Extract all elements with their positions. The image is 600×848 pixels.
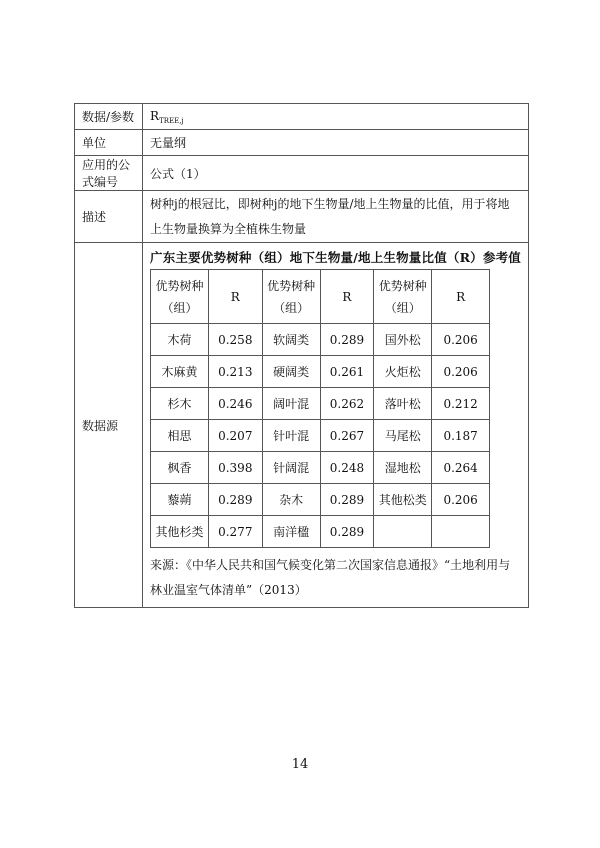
description-label: 描述 bbox=[75, 191, 143, 243]
r-value-cell bbox=[432, 516, 490, 548]
r-value-cell: 0.289 bbox=[320, 484, 374, 516]
table-row bbox=[151, 388, 490, 420]
species-cell: 国外松 bbox=[374, 324, 432, 356]
table-row bbox=[151, 516, 490, 548]
r-value-cell: 0.258 bbox=[208, 324, 262, 356]
r-value-cell: 0.207 bbox=[208, 420, 262, 452]
header-r: R bbox=[208, 270, 262, 324]
reference-table-title: 广东主要优势树种（组）地下生物量/地上生物量比值（R）参考值 bbox=[150, 250, 521, 265]
r-value-cell: 0.213 bbox=[208, 356, 262, 388]
table-row bbox=[151, 324, 490, 356]
table-row bbox=[151, 484, 490, 516]
page-number: 14 bbox=[291, 757, 309, 772]
table-row bbox=[151, 356, 490, 388]
r-value-cell: 0.206 bbox=[432, 356, 490, 388]
species-cell: 马尾松 bbox=[374, 420, 432, 452]
r-value-cell: 0.289 bbox=[208, 484, 262, 516]
r-value-cell: 0.267 bbox=[320, 420, 374, 452]
species-cell: 木麻黄 bbox=[151, 356, 209, 388]
header-r: R bbox=[320, 270, 374, 324]
r-value-cell: 0.289 bbox=[320, 516, 374, 548]
r-value-cell: 0.248 bbox=[320, 452, 374, 484]
header-species: 优势树种（组） bbox=[374, 270, 432, 324]
species-cell: 针叶混 bbox=[262, 420, 320, 452]
species-cell: 南洋楹 bbox=[262, 516, 320, 548]
reference-values-table bbox=[150, 269, 490, 548]
species-cell: 软阔类 bbox=[262, 324, 320, 356]
species-cell: 落叶松 bbox=[374, 388, 432, 420]
table-row bbox=[151, 420, 490, 452]
r-value-cell: 0.289 bbox=[320, 324, 374, 356]
species-cell: 杂木 bbox=[262, 484, 320, 516]
param-label: 数据/参数 bbox=[75, 104, 143, 130]
table-header-row bbox=[151, 270, 490, 324]
species-cell bbox=[374, 516, 432, 548]
species-cell: 木荷 bbox=[151, 324, 209, 356]
r-value-cell: 0.187 bbox=[432, 420, 490, 452]
param-symbol: R bbox=[150, 108, 160, 123]
table-row bbox=[151, 452, 490, 484]
species-cell: 相思 bbox=[151, 420, 209, 452]
r-value-cell: 0.398 bbox=[208, 452, 262, 484]
r-value-cell: 0.277 bbox=[208, 516, 262, 548]
row-data-source bbox=[75, 243, 529, 608]
param-subscript: TREE,j bbox=[159, 116, 184, 125]
source-note: 来源：《中华人民共和国气候变化第二次国家信息通报》“土地利用与林业温室气体清单”（2013） bbox=[150, 558, 511, 597]
species-cell: 湿地松 bbox=[374, 452, 432, 484]
formula-value: 公式（1） bbox=[143, 156, 529, 191]
species-cell: 藜蒴 bbox=[151, 484, 209, 516]
unit-value: 无量纲 bbox=[143, 130, 529, 156]
row-formula bbox=[75, 156, 529, 191]
species-cell: 其他松类 bbox=[374, 484, 432, 516]
formula-label: 应用的公式编号 bbox=[75, 156, 143, 191]
species-cell: 杉木 bbox=[151, 388, 209, 420]
species-cell: 阔叶混 bbox=[262, 388, 320, 420]
species-cell: 针阔混 bbox=[262, 452, 320, 484]
data-source-label: 数据源 bbox=[75, 243, 143, 608]
row-description bbox=[75, 191, 529, 243]
header-r: R bbox=[432, 270, 490, 324]
species-cell: 枫香 bbox=[151, 452, 209, 484]
parameter-table bbox=[74, 103, 529, 608]
species-cell: 其他杉类 bbox=[151, 516, 209, 548]
row-parameter bbox=[75, 104, 529, 130]
param-value bbox=[143, 104, 529, 130]
species-cell: 火炬松 bbox=[374, 356, 432, 388]
unit-label: 单位 bbox=[75, 130, 143, 156]
r-value-cell: 0.206 bbox=[432, 324, 490, 356]
r-value-cell: 0.262 bbox=[320, 388, 374, 420]
row-unit bbox=[75, 130, 529, 156]
r-value-cell: 0.261 bbox=[320, 356, 374, 388]
description-value: 树种j的根冠比，即树种j的地下生物量/地上生物量的比值，用于将地上生物量换算为全植株生物量 bbox=[143, 191, 529, 243]
r-value-cell: 0.264 bbox=[432, 452, 490, 484]
r-value-cell: 0.206 bbox=[432, 484, 490, 516]
header-species: 优势树种（组） bbox=[151, 270, 209, 324]
species-cell: 硬阔类 bbox=[262, 356, 320, 388]
data-source-value bbox=[143, 243, 529, 608]
r-value-cell: 0.212 bbox=[432, 388, 490, 420]
r-value-cell: 0.246 bbox=[208, 388, 262, 420]
header-species: 优势树种（组） bbox=[262, 270, 320, 324]
